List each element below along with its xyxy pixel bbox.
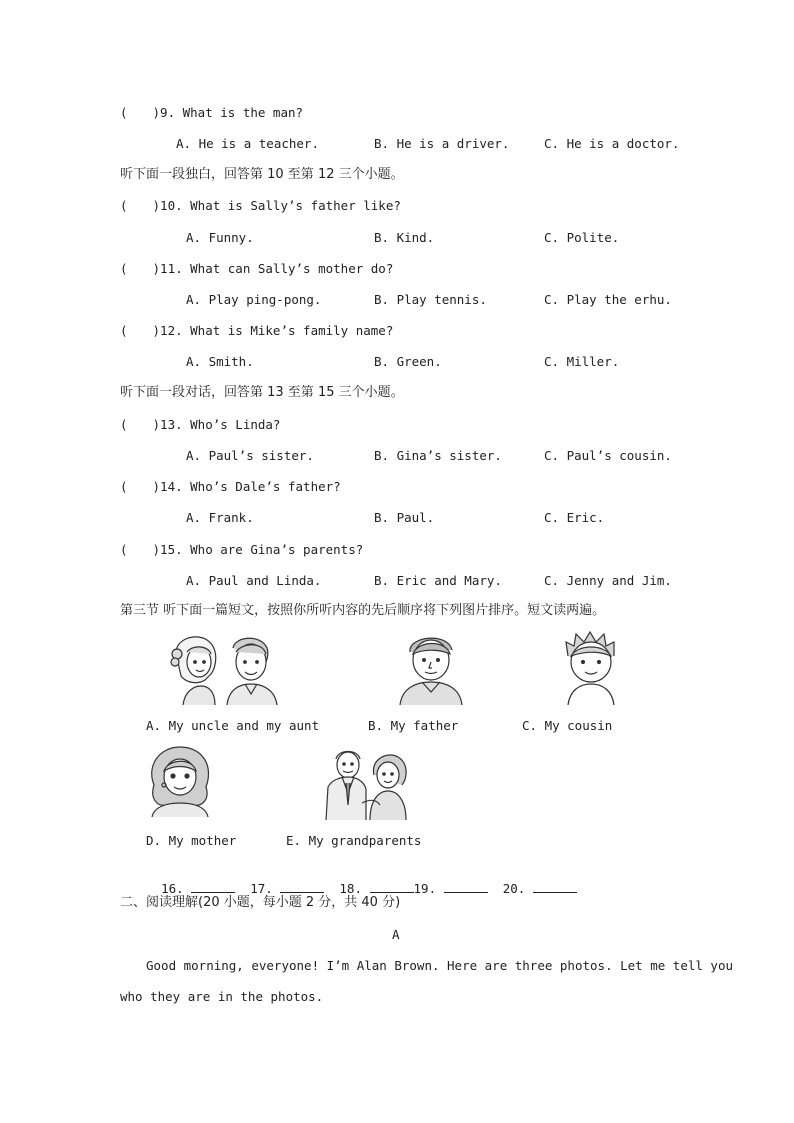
question-13: ( )13. Who’s Linda? <box>120 417 281 432</box>
question-15: ( )15. Who are Gina’s parents? <box>120 542 364 557</box>
q9-option-c: C. He is a doctor. <box>544 136 680 151</box>
section3-instruction: 第三节 听下面一篇短文，按照你所听内容的先后顺序将下列图片排序。短文读两遍。 <box>120 603 606 618</box>
q14-option-a: A. Frank. <box>186 510 254 525</box>
answer-17-label: 17. <box>250 881 273 896</box>
answer-19-label: 19. <box>413 881 437 896</box>
q14-option-b: B. Paul. <box>374 510 435 525</box>
reading-part-label: A <box>392 927 400 942</box>
question-9: ( )9. What is the man? <box>120 105 304 120</box>
answer-row <box>146 864 577 897</box>
answer-16-blank[interactable] <box>191 880 235 893</box>
question-11: ( )11. What can Sally’s mother do? <box>120 261 394 276</box>
picture-b-label: B. My father <box>368 718 459 733</box>
reading-heading: 二、阅读理解(20 小题，每小题 2 分，共 40 分) <box>120 895 401 910</box>
question-10: ( )10. What is Sally’s father like? <box>120 198 401 213</box>
picture-c-label: C. My cousin <box>522 718 613 733</box>
q12-option-b: B. Green. <box>374 354 442 369</box>
answer-16-label: 16. <box>161 881 184 896</box>
cousin-illustration <box>560 630 622 705</box>
q11-option-a: A. Play ping-pong. <box>186 292 322 307</box>
q12-option-a: A. Smith. <box>186 354 254 369</box>
reading-paragraph-line1: Good morning, everyone! I’m Alan Brown. Here are three photos. Let me tell you <box>146 958 733 973</box>
grandparents-illustration <box>322 745 412 820</box>
answer-18-label: 18. <box>339 881 362 896</box>
answer-20-blank[interactable] <box>533 880 577 893</box>
reading-paragraph-line2: who they are in the photos. <box>120 989 324 1004</box>
mother-illustration <box>146 745 216 817</box>
q14-option-c: C. Eric. <box>544 510 605 525</box>
uncle-aunt-illustration <box>165 630 285 705</box>
q12-option-c: C. Miller. <box>544 354 620 369</box>
q13-option-b: B. Gina’s sister. <box>374 448 502 463</box>
question-14: ( )14. Who’s Dale’s father? <box>120 479 341 494</box>
dialogue-instruction: 听下面一段对话，回答第 13 至第 15 三个小题。 <box>120 385 404 400</box>
q10-option-a: A. Funny. <box>186 230 254 245</box>
father-illustration <box>396 630 466 705</box>
q11-option-b: B. Play tennis. <box>374 292 487 307</box>
monologue-instruction: 听下面一段独白，回答第 10 至第 12 三个小题。 <box>120 167 404 182</box>
q15-option-c: C. Jenny and Jim. <box>544 573 672 588</box>
picture-e-label: E. My grandparents <box>286 833 422 848</box>
q10-option-b: B. Kind. <box>374 230 435 245</box>
q13-option-a: A. Paul’s sister. <box>186 448 314 463</box>
q15-option-a: A. Paul and Linda. <box>186 573 322 588</box>
answer-19-blank[interactable] <box>444 880 488 893</box>
question-12: ( )12. What is Mike’s family name? <box>120 323 394 338</box>
answer-17-blank[interactable] <box>280 880 324 893</box>
q10-option-c: C. Polite. <box>544 230 620 245</box>
q13-option-c: C. Paul’s cousin. <box>544 448 672 463</box>
answer-18-blank[interactable] <box>370 880 414 893</box>
q9-option-a: A. He is a teacher. <box>176 136 319 151</box>
picture-a-label: A. My uncle and my aunt <box>146 718 320 733</box>
q11-option-c: C. Play the erhu. <box>544 292 672 307</box>
answer-20-label: 20. <box>502 881 526 896</box>
q9-option-b: B. He is a driver. <box>374 136 510 151</box>
picture-d-label: D. My mother <box>146 833 237 848</box>
q15-option-b: B. Eric and Mary. <box>374 573 502 588</box>
